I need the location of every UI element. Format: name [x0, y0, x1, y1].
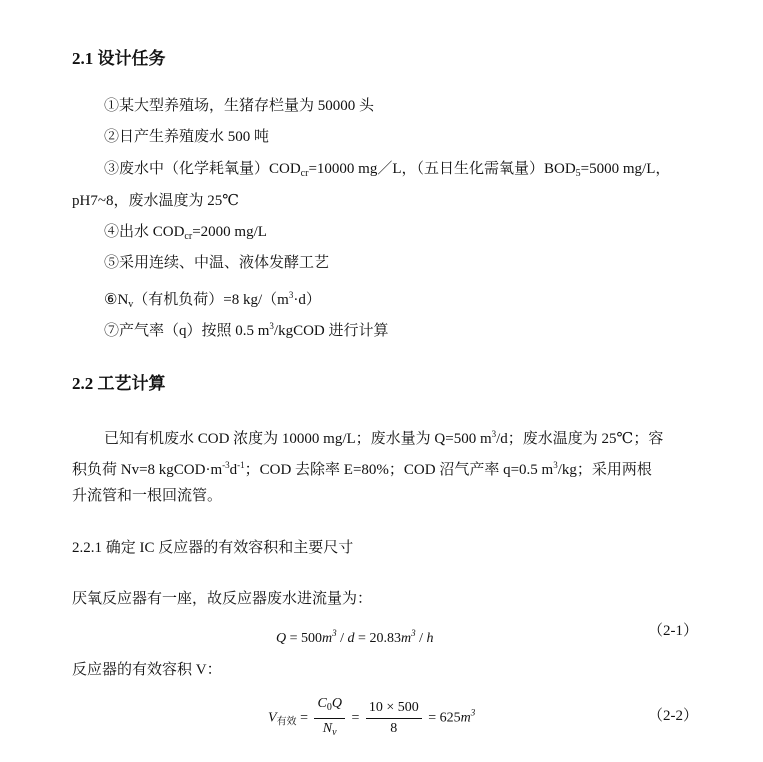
equation-number-2-1: （2-1） [648, 623, 698, 639]
known-conditions-line-2: 积负荷 Nv=8 $kgCOD\cdot m^{-3}d^{-1}$；COD 去除率 E=80%；COD 沼气产率 q=0.5 $m^3/kg$；采用两根 [72, 460, 652, 478]
task-item-1: ①某大型养殖场，生猪存栏量为 50000 头 [104, 98, 375, 114]
known-conditions-line-1: 已知有机废水 COD 浓度为 10000 mg/L；废水量为 Q=500 $m^3/d$；废水温度为 25℃；容 [104, 429, 664, 447]
subsection-heading-2-2-1: 2.2.1 确定 IC 反应器的有效容积和主要尺寸 [72, 540, 354, 556]
equation-2-2: $V_{有效}$ = $\frac{C_0Q}{N_v}$ = $\frac{10 \times 500}{8}$ = $625m^3$ [268, 696, 475, 741]
task-item-7: ⑦产气率（q）按照 0.5 $m^3$/kgCOD 进行计算 [104, 321, 389, 339]
section-heading-2-1: 2.1 设计任务 [72, 49, 166, 68]
inflow-text: 厌氧反应器有一座，故反应器废水进流量为： [72, 591, 373, 607]
task-item-5: ⑤采用连续、中温、液体发酵工艺 [104, 255, 330, 271]
equation-number-2-2: （2-2） [648, 708, 698, 724]
task-item-2: ②日产生养殖废水 500 吨 [104, 129, 270, 145]
effective-volume-text: 反应器的有效容积 V： [72, 662, 222, 678]
known-conditions-line-3: 升流管和一根回流管。 [72, 488, 223, 504]
equation-2-1: $Q = 500m^3 / d = 20.83m^3 / h$ [276, 628, 434, 646]
task-item-4: ④出水 $COD_{cr}=2000$ mg/L [104, 224, 267, 242]
fraction-5000-over-8: $\frac{10 \times 500}{8}$ [366, 700, 422, 737]
task-item-3: ③废水中（化学耗氧量）$COD_{cr}=10000$ mg／L，（五日生化需氧量）$BOD_5=5000$ mg/L， [104, 161, 671, 179]
section-heading-2-2: 2.2 工艺计算 [72, 374, 166, 393]
task-item-3-continued: pH7~8，废水温度为 25℃ [72, 193, 239, 209]
fraction-c0q-over-nv: $\frac{C_0Q}{N_v}$ [314, 696, 344, 741]
task-item-6: $⑥N_v$（有机负荷）=8 $kg/(m^3\cdot d)$ [104, 290, 321, 310]
